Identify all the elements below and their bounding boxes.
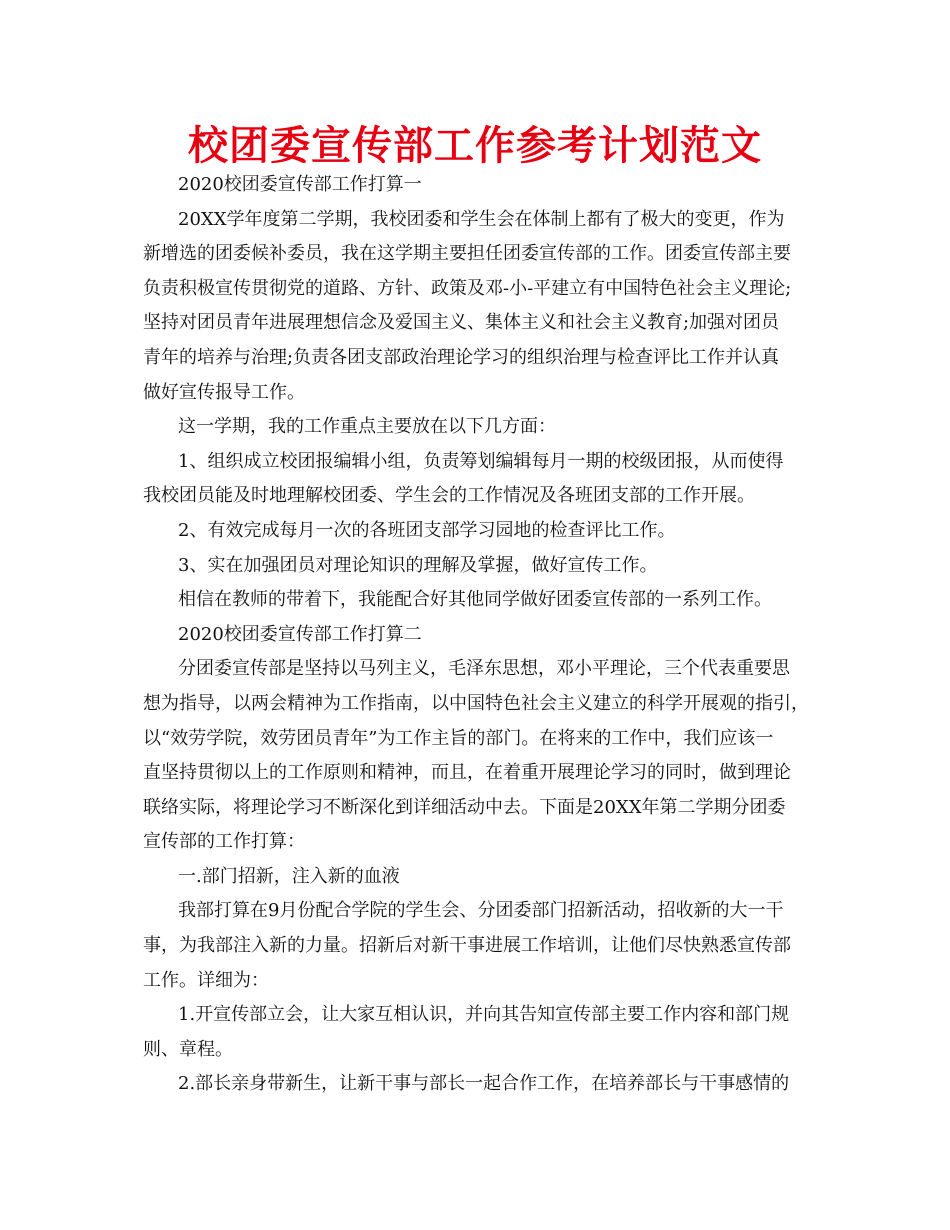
paragraph-line: 1、组织成立校团报编辑小组，负责筹划编辑每月一期的校级团报，从而使得 [178,450,784,472]
paragraph-line: 我部打算在9月份配合学院的学生会、分团委部门招新活动，招收新的大一干 [178,900,784,922]
paragraph-line: 想为指导，以两会精神为工作指南，以中国特色社会主义建立的科学开展观的指引， [143,692,809,714]
paragraph-line: 新增选的团委候补委员，我在这学期主要担任团委宣传部的工作。团委宣传部主要 [143,243,791,265]
paragraph-line: 事，为我部注入新的力量。招新后对新干事进展工作培训，让他们尽快熟悉宣传部 [143,935,791,957]
paragraph-line: 工作。详细为： [143,969,269,991]
paragraph-line: 3、实在加强团员对理论知识的理解及掌握，做好宣传工作。 [178,554,658,576]
paragraph-line: 这一学期，我的工作重点主要放在以下几方面： [178,416,556,438]
paragraph-line: 1.开宣传部立会，让大家互相认识，并向其告知宣传部主要工作内容和部门规 [178,1004,790,1026]
paragraph-line: 则、章程。 [143,1038,233,1060]
paragraph-line: 直坚持贯彻以上的工作原则和精神，而且，在着重开展理论学习的同时，做到理论 [143,762,791,784]
paragraph-line: 2020校团委宣传部工作打算二 [178,623,422,645]
paragraph-line: 青年的培养与治理;负责各团支部政治理论学习的组织治理与检查评比工作并认真 [143,346,780,368]
paragraph-line: 做好宣传报导工作。 [143,381,305,403]
paragraph-line: 以“效劳学院，效劳团员青年”为工作主旨的部门。在将来的工作中，我们应该一 [143,727,774,749]
paragraph-line: 2020校团委宣传部工作打算一 [178,174,422,195]
paragraph-line: 宣传部的工作打算： [143,831,305,853]
paragraph-line: 2、有效完成每月一次的各班团支部学习园地的检查评比工作。 [178,519,676,541]
document-body [143,168,813,1102]
paragraph-line: 一.部门招新，注入新的血液 [178,865,400,887]
paragraph-line: 相信在教师的带着下，我能配合好其他同学做好团委宣传部的一系列工作。 [178,589,772,611]
paragraph-line: 我校团员能及时地理解校团委、学生会的工作情况及各班团支部的工作开展。 [143,485,755,507]
paragraph-line: 分团委宣传部是坚持以马列主义，毛泽东思想，邓小平理论，三个代表重要思 [178,658,790,680]
paragraph-line: 负责积极宣传贯彻党的道路、方针、政策及邓-小-平建立有中国特色社会主义理论; [143,277,792,299]
paragraph-line: 坚持对团员青年进展理想信念及爱国主义、集体主义和社会主义教育;加强对团员 [143,312,780,334]
paragraph-line: 2.部长亲身带新生，让新干事与部长一起合作工作，在培养部长与干事感情的 [178,1073,790,1095]
paragraph-line: 联络实际，将理论学习不断深化到详细活动中去。下面是20XX年第二学期分团委 [143,796,786,818]
paragraph-line: 20XX学年度第二学期，我校团委和学生会在体制上都有了极大的变更，作为 [178,208,785,230]
document-title: 校团委宣传部工作参考计划范文 [188,123,762,169]
